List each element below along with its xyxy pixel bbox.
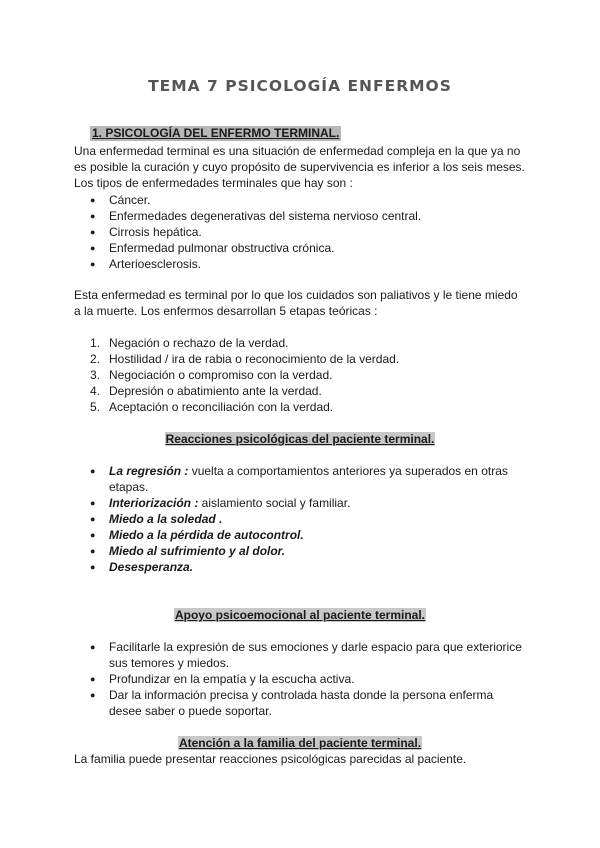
stages-intro-paragraph — [74, 287, 534, 319]
intro-line: Una enfermedad terminal es una situación de enfermedad compleja en la que ya no — [74, 144, 521, 158]
stages-intro-line: Esta enfermedad es terminal por lo que los cuidados son paliativos y le tiene miedo — [74, 288, 518, 302]
disease-list — [74, 192, 529, 272]
list-item: ● Desesperanza. — [74, 559, 529, 575]
intro-paragraph — [74, 143, 534, 191]
family-paragraph: La familia puede presentar reacciones psicológicas parecidas al paciente. — [74, 752, 467, 766]
stages-list — [74, 335, 529, 415]
list-item: 2. Hostilidad / ira de rabia o reconocimiento de la verdad. — [90, 352, 400, 366]
stages-intro-line: a la muerte. Los enfermos desarrollan 5 etapas teóricas : — [74, 304, 378, 318]
list-item: ● Profundizar en la empatía y la escucha activa. — [74, 671, 529, 687]
section-heading-enfermo-terminal: 1. PSICOLOGÍA DEL ENFERMO TERMINAL. — [92, 126, 340, 140]
section-heading-familia: Atención a la familia del paciente terminal. — [178, 736, 422, 750]
list-item: 1. Negación o rechazo de la verdad. — [90, 336, 289, 350]
list-item: ● Cáncer. — [74, 192, 529, 208]
list-item: 5. Aceptación o reconciliación con la verdad. — [90, 400, 334, 414]
page-title: TEMA 7 PSICOLOGÍA ENFERMOS — [148, 77, 452, 95]
section-heading-apoyo: Apoyo psicoemocional al paciente terminal. — [174, 608, 426, 622]
intro-line: Los tipos de enfermedades terminales que hay son : — [74, 176, 353, 190]
list-item: ● Enfermedad pulmonar obstructiva crónica. — [74, 240, 529, 256]
intro-line: es posible la curación y cuyo propósito de supervivencia es inferior a los seis meses. — [74, 160, 525, 174]
list-item: ● Dar la información precisa y controlada hasta donde la persona enferma desee saber o puede soportar. — [74, 687, 529, 719]
list-item: ● Miedo al sufrimiento y al dolor. — [74, 543, 529, 559]
list-item: ● Miedo a la soledad . — [74, 511, 529, 527]
list-item: ● Arterioesclerosis. — [74, 256, 529, 272]
reactions-list — [74, 463, 529, 575]
list-item: ● Facilitarle la expresión de sus emociones y darle espacio para que exteriorice sus temores y miedos. — [74, 639, 529, 671]
list-item: ● Enfermedades degenerativas del sistema nervioso central. — [74, 208, 529, 224]
list-item: ● Miedo a la pérdida de autocontrol. — [74, 527, 529, 543]
support-list — [74, 639, 529, 719]
list-item: ● La regresión : vuelta a comportamientos anteriores ya superados en otras etapas. — [74, 463, 529, 495]
list-item: 4. Depresión o abatimiento ante la verdad. — [90, 384, 322, 398]
list-item: ● Cirrosis hepática. — [74, 224, 529, 240]
list-item: ● Interiorización : aislamiento social y familiar. — [74, 495, 529, 511]
section-heading-reacciones: Reacciones psicológicas del paciente terminal. — [165, 432, 435, 446]
list-item: 3. Negociación o compromiso con la verdad. — [90, 368, 333, 382]
